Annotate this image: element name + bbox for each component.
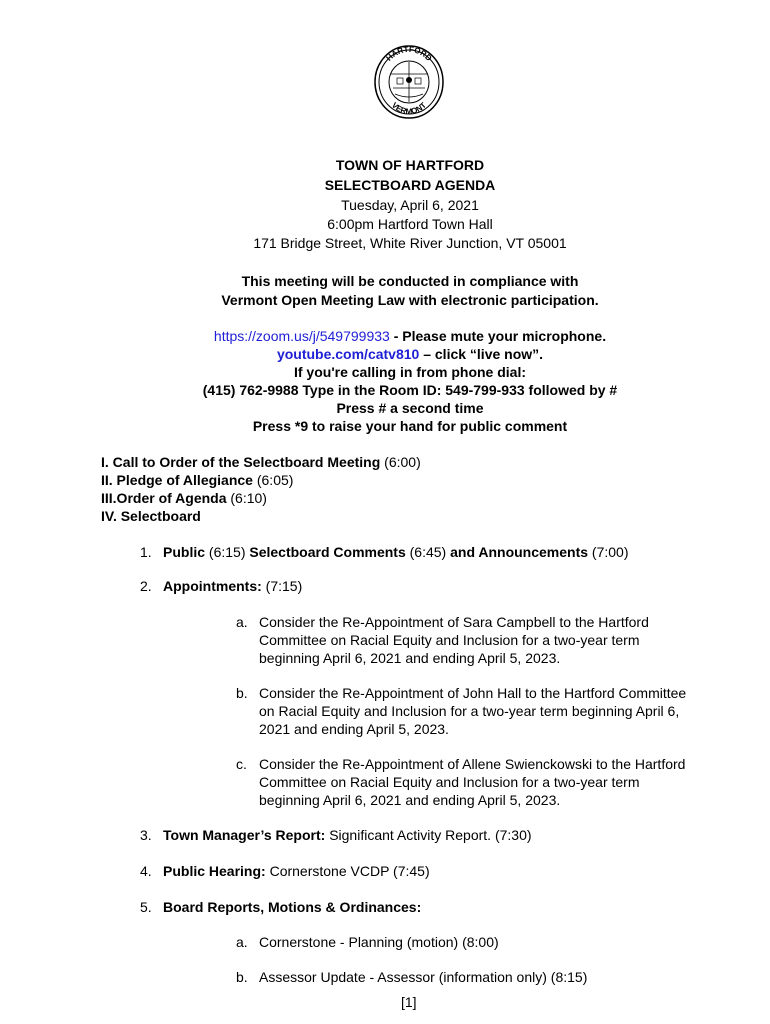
item-1-public: Public xyxy=(163,544,206,560)
meeting-time-place: 6:00pm Hartford Town Hall xyxy=(327,216,493,232)
zoom-note: - Please mute your microphone. xyxy=(389,328,607,344)
seal-text-top: HARTFORD xyxy=(384,44,434,63)
item-2c-letter: c. xyxy=(236,756,247,772)
section-2-label: II. Pledge of Allegiance xyxy=(101,472,253,488)
item-2-time: (7:15) xyxy=(261,578,303,594)
item-5b-letter: b. xyxy=(236,969,248,985)
svg-text:HARTFORD xyxy=(384,45,433,63)
item-3-label: Town Manager’s Report: xyxy=(163,827,326,843)
item-5a-letter: a. xyxy=(236,934,248,950)
item-4-label: Public Hearing: xyxy=(163,863,266,879)
item-2a-letter: a. xyxy=(236,614,248,630)
section-3-time: (6:10) xyxy=(226,490,267,506)
item-1-time-c: (7:00) xyxy=(588,544,629,560)
item-2c-text: Consider the Re-Appointment of Allene Swienckowski to the Hartford Committee on Racial Equity and Inclusion for a two-year term beginning April 6, 2021 and ending April 5, 2023. xyxy=(259,756,686,808)
item-1-announcements: and Announcements xyxy=(450,544,589,560)
page-number: [1] xyxy=(401,994,417,1010)
item-2a-text: Consider the Re-Appointment of Sara Campbell to the Hartford Committee on Racial Equity and Inclusion for a two-year term beginning April 6, 2021 and ending April 5, 2023. xyxy=(259,614,649,666)
item-3-number: 3. xyxy=(140,827,152,843)
meeting-date: Tuesday, April 6, 2021 xyxy=(341,197,479,213)
item-5a-text: Cornerstone - Planning (motion) (8:00) xyxy=(259,934,499,950)
press-star-line: Press *9 to raise your hand for public comment xyxy=(252,418,568,434)
phone-intro: If you're calling in from phone dial: xyxy=(293,364,526,380)
item-1-text xyxy=(163,543,629,561)
agenda-title: SELECTBOARD AGENDA xyxy=(324,177,496,193)
town-seal-logo xyxy=(373,44,445,120)
press-hash-line: Press # a second time xyxy=(336,400,484,416)
youtube-link[interactable]: youtube.com/catv810 xyxy=(276,346,420,362)
section-3-label: III.Order of Agenda xyxy=(101,490,227,506)
compliance-line-1: This meeting will be conducted in compliance with xyxy=(241,273,579,289)
youtube-note: – click “live now”. xyxy=(419,346,544,362)
item-2b-letter: b. xyxy=(236,685,248,701)
item-5-number: 5. xyxy=(140,899,152,915)
item-4-number: 4. xyxy=(140,863,152,879)
item-1-comments: Selectboard Comments xyxy=(249,544,406,560)
section-1-label: I. Call to Order of the Selectboard Meeting xyxy=(101,454,381,470)
item-1-time-a: (6:15) xyxy=(205,544,250,560)
item-2-number: 2. xyxy=(140,578,152,594)
item-4-text xyxy=(163,862,430,880)
section-selectboard: IV. Selectboard xyxy=(101,508,201,524)
item-1-number: 1. xyxy=(140,544,152,560)
zoom-line xyxy=(0,327,770,346)
section-1-time: (6:00) xyxy=(380,454,421,470)
item-1-time-b: (6:45) xyxy=(405,544,451,560)
zoom-link[interactable]: https://zoom.us/j/549799933 xyxy=(213,328,390,344)
item-5b-text: Assessor Update - Assessor (information only) (8:15) xyxy=(259,969,588,985)
youtube-line xyxy=(0,345,770,364)
section-pledge xyxy=(101,471,293,489)
compliance-line-2: Vermont Open Meeting Law with electronic participation. xyxy=(221,292,599,308)
item-3-text xyxy=(163,826,532,844)
meeting-address: 171 Bridge Street, White River Junction, VT 05001 xyxy=(253,235,567,251)
section-call-to-order xyxy=(101,453,421,471)
item-2-text xyxy=(163,577,302,595)
seal-text-bottom: VERMONT xyxy=(389,100,429,117)
item-4-desc: Cornerstone VCDP (7:45) xyxy=(265,863,430,879)
item-2-label: Appointments: xyxy=(163,578,262,594)
section-2-time: (6:05) xyxy=(252,472,294,488)
item-2b-text: Consider the Re-Appointment of John Hall to the Hartford Committee on Racial Equity and Inclusion for a two-year term beginning April 6, 2021 and ending April 5, 2023. xyxy=(259,685,687,737)
town-title: TOWN OF HARTFORD xyxy=(335,157,485,173)
section-order-of-agenda xyxy=(101,489,267,507)
item-3-desc: Significant Activity Report. (7:30) xyxy=(325,827,532,843)
phone-number: (415) 762-9988 Type in the Room ID: 549-799-933 followed by # xyxy=(202,382,618,398)
item-5-label: Board Reports, Motions & Ordinances: xyxy=(163,899,422,915)
